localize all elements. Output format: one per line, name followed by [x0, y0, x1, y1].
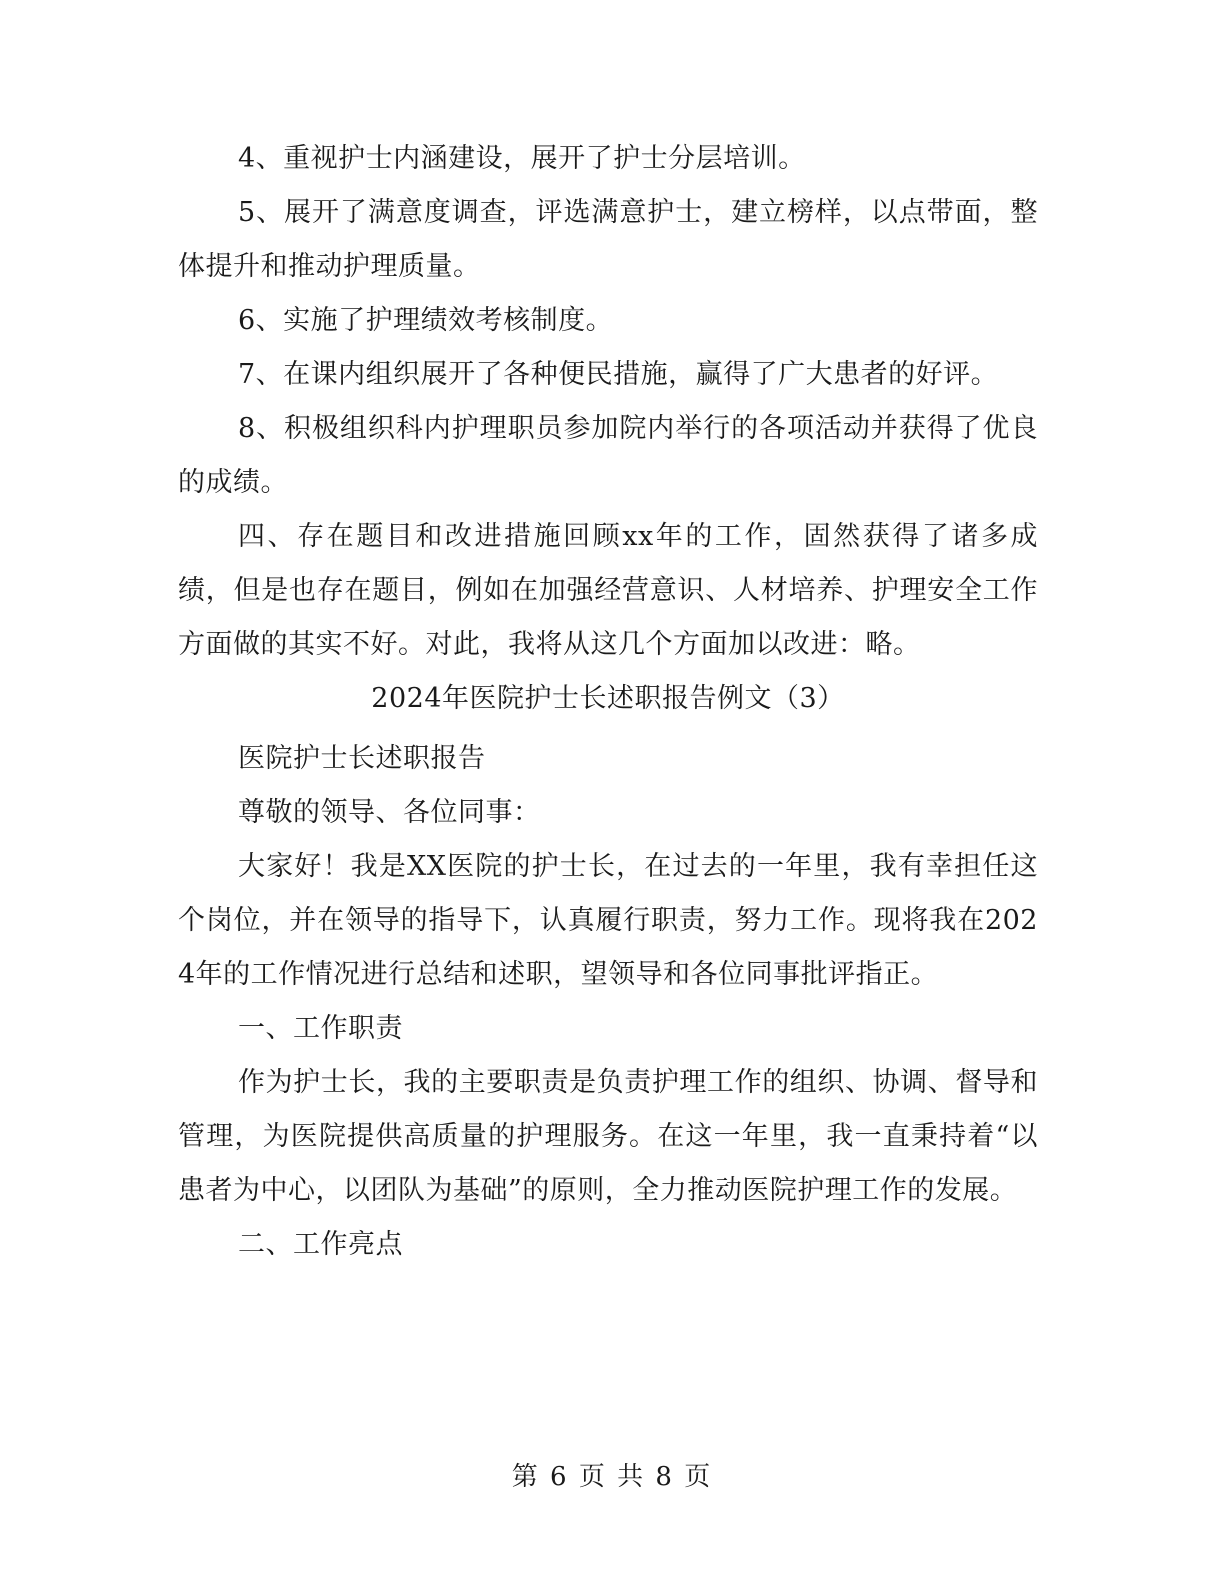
paragraph-item-8: 8、积极组织科内护理职员参加院内举行的各项活动并获得了优良的成绩。 [178, 413, 1038, 498]
salutation: 尊敬的领导、各位同事： [238, 797, 541, 828]
paragraph-intro: 大家好！我是XX医院的护士长，在过去的一年里，我有幸担任这个岗位，并在领导的指导下，认真履行职责，努力工作。现将我在2024年的工作情况进行总结和述职，望领导和各位同事批评指正。 [178, 851, 1038, 990]
paragraph-item-6: 6、实施了护理绩效考核制度。 [238, 305, 614, 336]
report-subtitle: 医院护士长述职报告 [238, 743, 486, 774]
paragraph-problems: 四、存在题目和改进措施回顾xx年的工作，固然获得了诸多成绩，但是也存在题目，例如在加强经营意识、人材培养、护理安全工作方面做的其实不好。对此，我将从这几个方面加以改进：略。 [178, 521, 1038, 660]
section-title: 2024年医院护士长述职报告例文（3） [371, 683, 845, 714]
document-body [178, 132, 1038, 1272]
page-number: 第 6 页 共 8 页 [511, 1462, 713, 1492]
paragraph-item-7: 7、在课内组织展开了各种便民措施，赢得了广大患者的好评。 [238, 359, 999, 390]
paragraph-item-5: 5、展开了满意度调查，评选满意护士，建立榜样，以点带面，整体提升和推动护理质量。 [178, 197, 1038, 282]
paragraph-responsibilities: 作为护士长，我的主要职责是负责护理工作的组织、协调、督导和管理，为医院提供高质量的护理服务。在这一年里，我一直秉持着“以患者为中心，以团队为基础”的原则，全力推动医院护理工作的发展。 [178, 1067, 1038, 1206]
heading-highlights: 二、工作亮点 [238, 1229, 403, 1260]
paragraph-item-4: 4、重视护士内涵建设，展开了护士分层培训。 [238, 143, 806, 174]
heading-responsibilities: 一、工作职责 [238, 1013, 403, 1044]
